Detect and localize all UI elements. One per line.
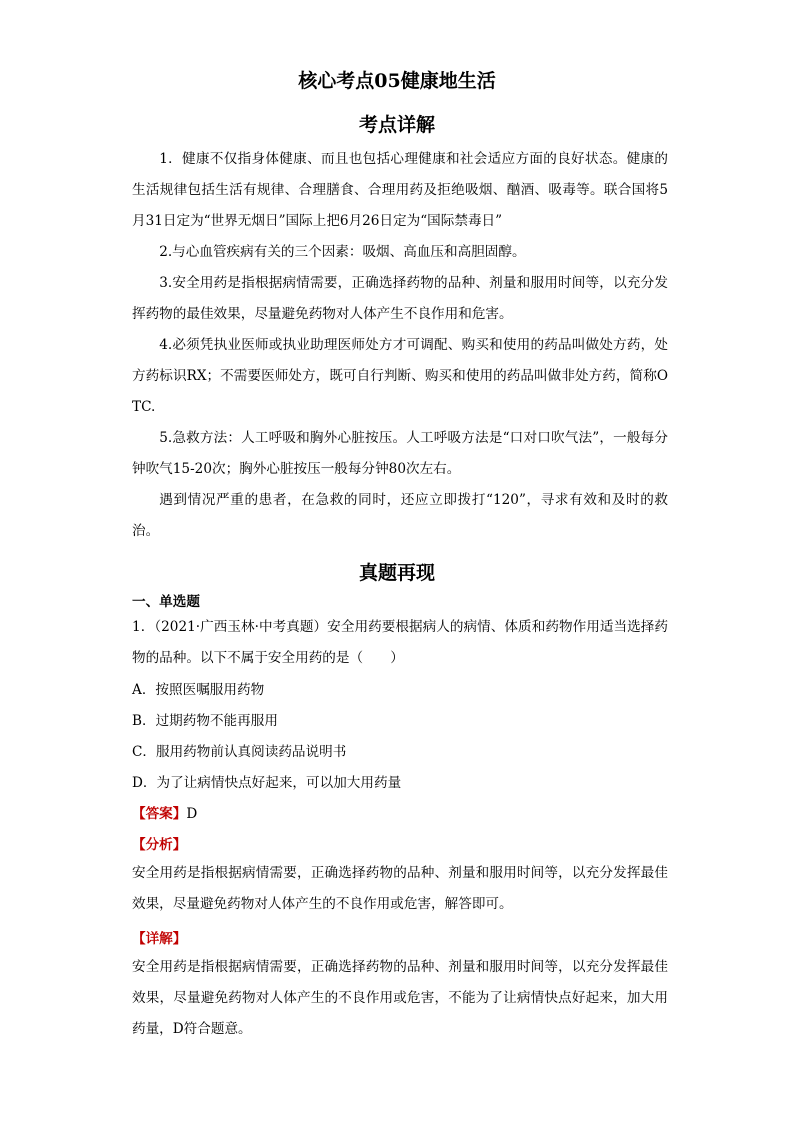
option-a: A．按照医嘱服用药物 bbox=[132, 682, 265, 698]
subsection-single-choice: 一、单选题 bbox=[132, 594, 200, 610]
option-b: B．过期药物不能再服用 bbox=[132, 713, 278, 729]
answer-line bbox=[132, 804, 672, 824]
detail-text: 安全用药是指根据病情需要，正确选择药物的品种、剂量和服用时间等，以充分发挥最佳效果，尽量避免药物对人体产生的不良作用或危害，不能为了让病情快点好起来，加大用药量，D符合题意。 bbox=[132, 959, 668, 1037]
point-2: 2.与心血管疾病有关的三个因素：吸烟、高血压和高胆固醇。 bbox=[159, 244, 526, 260]
point-3: 3.安全用药是指根据病情需要，正确选择药物的品种、剂量和服用时间等，以充分发挥药物的最佳效果，尽量避免药物对人体产生不良作用和危害。 bbox=[132, 275, 668, 322]
emergency-note: 遇到情况严重的患者，在急救的同时，还应立即拨打“120”，寻求有效和及时的救治。 bbox=[132, 492, 668, 539]
option-c: C．服用药物前认真阅读药品说明书 bbox=[132, 744, 347, 760]
point-1: 1．健康不仅指身体健康、而且也包括心理健康和社会适应方面的良好状态。健康的生活规律包括生活有规律、合理膳食、合理用药及拒绝吸烟、酗酒、吸毒等。联合国将5月31日定为“世界无烟日”国际上把6月26日定为“国际禁毒日” bbox=[132, 151, 668, 229]
analysis-text: 安全用药是指根据病情需要，正确选择药物的品种、剂量和服用时间等，以充分发挥最佳效果，尽量避免药物对人体产生的不良作用或危害，解答即可。 bbox=[132, 865, 668, 912]
analysis-label: 【分析】 bbox=[132, 837, 187, 853]
section-title-exam-questions: 真题再现 bbox=[358, 562, 435, 584]
point-5: 5.急救方法：人工呼吸和胸外心脏按压。人工呼吸方法是“口对口吹气法”，一般每分钟吹气15-20次；胸外心脏按压一般每分钟80次左右。 bbox=[132, 430, 668, 477]
option-d: D．为了让病情快点好起来，可以加大用药量 bbox=[132, 775, 402, 791]
document-title: 核心考点05健康地生活 bbox=[298, 70, 496, 92]
point-4: 4.必须凭执业医师或执业助理医师处方才可调配、购买和使用的药品叫做处方药，处方药标识RX；不需要医师处方，既可自行判断、购买和使用的药品叫做非处方药，简称OTC. bbox=[132, 337, 668, 415]
detail-label: 【详解】 bbox=[132, 931, 187, 947]
question-stem: 1．（2021·广西玉林·中考真题）安全用药要根据病人的病情、体质和药物作用适当选择药物的品种。以下不属于安全用药的是（ ） bbox=[132, 619, 668, 666]
answer-label: 【答案】 bbox=[132, 806, 187, 822]
answer-value: D bbox=[186, 806, 198, 822]
section-title-key-points: 考点详解 bbox=[358, 114, 435, 136]
